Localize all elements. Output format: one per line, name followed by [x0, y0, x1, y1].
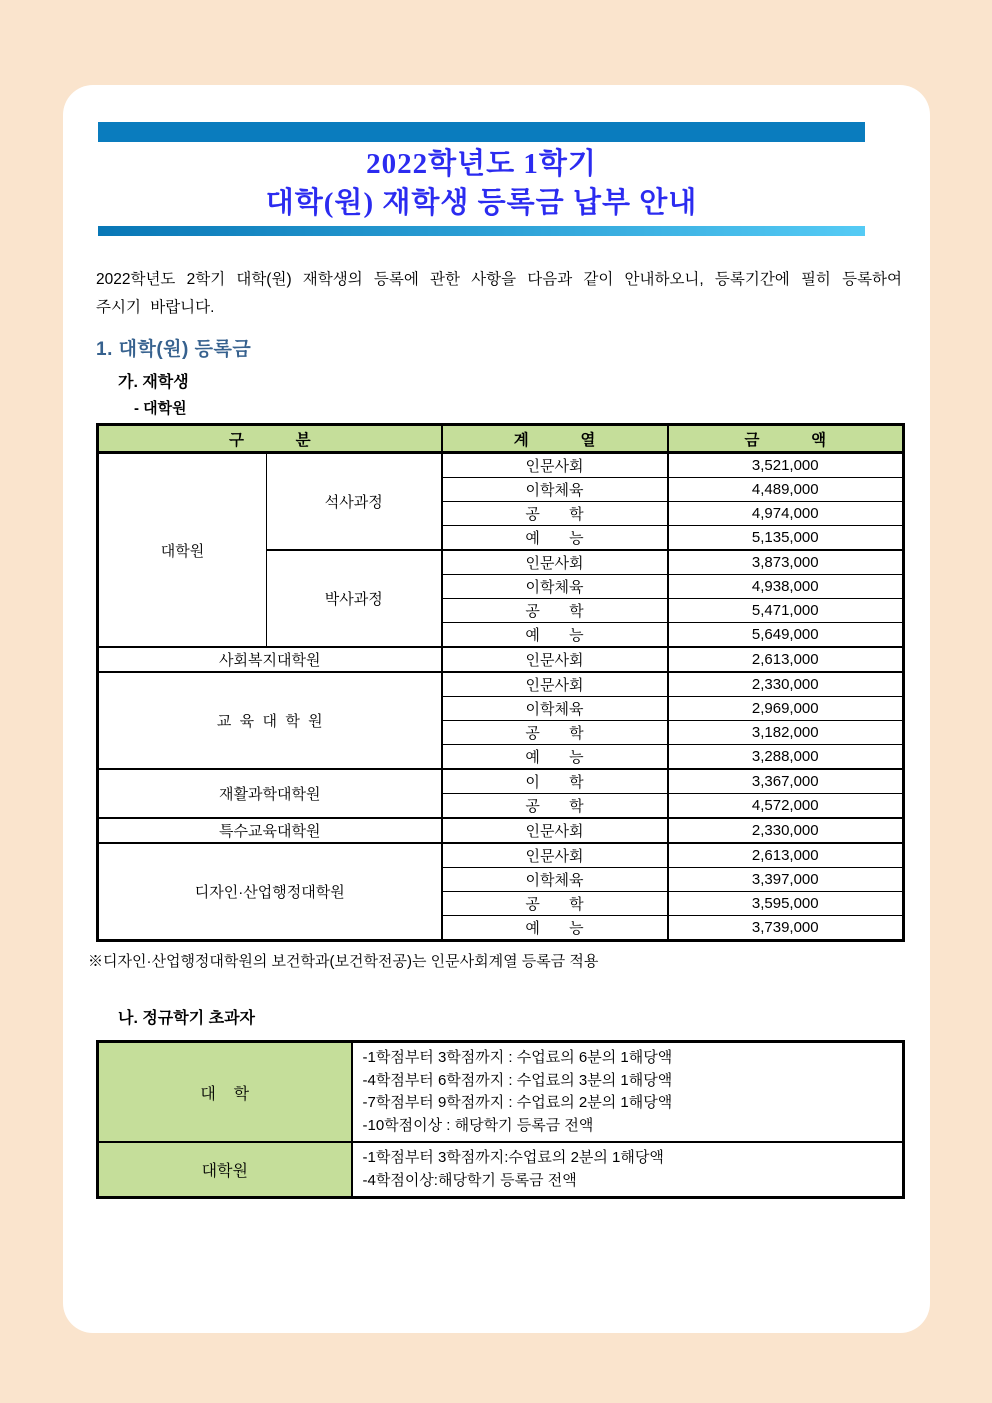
category-cell: 이학체육 — [442, 478, 668, 502]
table-row — [98, 1042, 904, 1143]
amount-cell: 4,938,000 — [668, 575, 904, 599]
amount-cell: 3,521,000 — [668, 453, 904, 478]
intro-paragraph: 2022학년도 2학기 대학(원) 재학생의 등록에 관한 사항을 다음과 같이 안내하오니, 등록기간에 필히 등록하여 주시기 바랍니다. — [96, 271, 902, 316]
tuition-table-header-row — [98, 425, 904, 453]
amount-cell: 3,595,000 — [668, 892, 904, 916]
table-row — [98, 672, 904, 697]
document-title — [98, 145, 865, 223]
overage-line: -1학점부터 3학점까지 : 수업료의 6분의 1해당액 — [362, 1049, 673, 1066]
table-row — [98, 818, 904, 843]
table-row — [98, 769, 904, 794]
category-cell: 인문사회 — [442, 672, 668, 697]
overage-line: -4학점부터 6학점까지 : 수업료의 3분의 1해당액 — [362, 1071, 673, 1089]
category-cell: 이학체육 — [442, 575, 668, 599]
amount-cell: 5,135,000 — [668, 526, 904, 551]
group-cell-graduate-school: 대학원 — [98, 453, 267, 648]
category-cell: 예 능 — [442, 916, 668, 941]
amount-cell: 4,572,000 — [668, 794, 904, 819]
category-cell: 이 학 — [442, 769, 668, 794]
overage-line: -10학점이상 : 해당학기 등록금 전액 — [362, 1116, 594, 1134]
overage-desc-graduate — [352, 1142, 904, 1198]
overage-label-graduate: 대학원 — [98, 1142, 352, 1198]
category-cell: 이학체육 — [442, 697, 668, 721]
category-cell: 예 능 — [442, 745, 668, 770]
category-cell: 공 학 — [442, 599, 668, 623]
category-cell: 인문사회 — [442, 453, 668, 478]
category-cell: 인문사회 — [442, 550, 668, 575]
category-cell: 공 학 — [442, 502, 668, 526]
category-cell: 예 능 — [442, 623, 668, 648]
amount-cell: 3,288,000 — [668, 745, 904, 770]
header-cell-gubun: 구 분 — [98, 425, 442, 453]
amount-cell: 2,613,000 — [668, 647, 904, 672]
category-cell: 이학체육 — [442, 868, 668, 892]
header-cell-geumaek: 금 액 — [668, 425, 904, 453]
header-cell-gyeyeol: 계 열 — [442, 425, 668, 453]
subsection-a-heading: 가. 재학생 — [118, 374, 189, 391]
category-cell: 인문사회 — [442, 647, 668, 672]
sub-cell-masters: 석사과정 — [267, 453, 442, 551]
amount-cell: 2,613,000 — [668, 843, 904, 868]
subsection-b-heading: 나. 정규학기 초과자 — [118, 1010, 255, 1027]
group-cell-design-industry-admin: 디자인·산업행정대학원 — [98, 843, 442, 941]
amount-cell: 4,974,000 — [668, 502, 904, 526]
amount-cell: 5,649,000 — [668, 623, 904, 648]
amount-cell: 5,471,000 — [668, 599, 904, 623]
amount-cell: 2,330,000 — [668, 818, 904, 843]
tuition-table — [96, 423, 905, 942]
amount-cell: 3,873,000 — [668, 550, 904, 575]
overage-line: -4학점이상:해당학기 등록금 전액 — [362, 1171, 577, 1189]
overage-line: -7학점부터 9학점까지 : 수업료의 2분의 1해당액 — [362, 1094, 673, 1111]
category-cell: 공 학 — [442, 794, 668, 819]
overage-line: -1학점부터 3학점까지:수업료의 2분의 1해당액 — [362, 1149, 664, 1166]
group-cell-education: 교 육 대 학 원 — [98, 672, 442, 769]
overage-desc-university — [352, 1042, 904, 1143]
group-cell-rehab-science: 재활과학대학원 — [98, 769, 442, 818]
amount-cell: 2,330,000 — [668, 672, 904, 697]
category-cell: 공 학 — [442, 721, 668, 745]
table-row — [98, 453, 904, 478]
category-cell: 인문사회 — [442, 843, 668, 868]
overage-table — [96, 1040, 905, 1199]
title-line-1: 2022학년도 1학기 — [366, 148, 597, 180]
overage-label-university: 대 학 — [98, 1042, 352, 1143]
sub-cell-doctoral: 박사과정 — [267, 550, 442, 647]
document-card — [63, 85, 930, 1333]
category-cell: 인문사회 — [442, 818, 668, 843]
top-bar — [98, 122, 865, 142]
amount-cell: 2,969,000 — [668, 697, 904, 721]
amount-cell: 3,397,000 — [668, 868, 904, 892]
table-row — [98, 843, 904, 868]
amount-cell: 3,367,000 — [668, 769, 904, 794]
amount-cell: 3,739,000 — [668, 916, 904, 941]
table-row — [98, 647, 904, 672]
section-1-heading: 1. 대학(원) 등록금 — [96, 339, 252, 360]
tuition-note: ※디자인·산업행정대학원의 보건학과(보건학전공)는 인문사회계열 등록금 적용 — [88, 953, 599, 970]
group-cell-social-welfare: 사회복지대학원 — [98, 647, 442, 672]
category-cell: 예 능 — [442, 526, 668, 551]
amount-cell: 4,489,000 — [668, 478, 904, 502]
amount-cell: 3,182,000 — [668, 721, 904, 745]
gradient-bar — [98, 226, 865, 236]
group-cell-special-education: 특수교육대학원 — [98, 818, 442, 843]
subsection-a-item: - 대학원 — [134, 400, 187, 417]
category-cell: 공 학 — [442, 892, 668, 916]
table-row — [98, 1142, 904, 1198]
title-line-2: 대학(원) 재학생 등록금 납부 안내 — [265, 187, 698, 219]
